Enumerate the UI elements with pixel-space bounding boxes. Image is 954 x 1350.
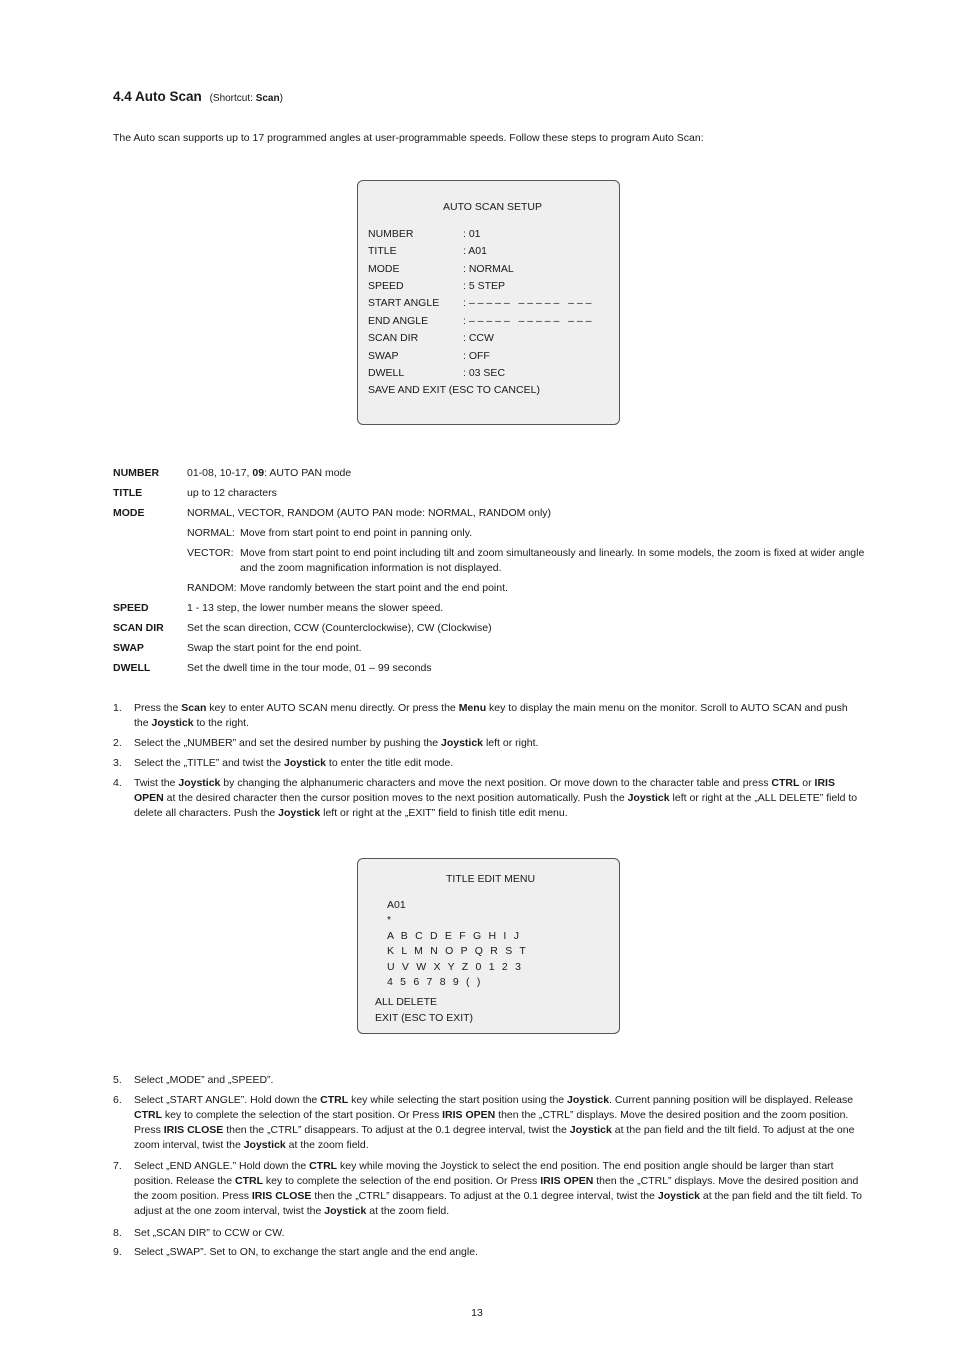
char-table-row: A B C D E F G H I J — [387, 930, 520, 942]
txt: left or right at the „ALL DELETE” field to delete all characters. Push the — [134, 792, 858, 819]
step-text: Select „SWAP”. Set to ON, to exchange the start angle and the end angle. — [134, 1246, 478, 1258]
txt: or — [799, 777, 815, 789]
txt: Press the — [134, 702, 182, 714]
txt: at the pan field and the tilt field. To adjust at the one zoom interval, twist the — [134, 1124, 855, 1151]
key-iris-open: IRIS OPEN — [134, 777, 835, 804]
sub-text: Move randomly between the start point and the end point. — [240, 582, 508, 594]
txt: left or right at the „EXIT” field to finish title edit menu. — [320, 807, 568, 819]
txt: key to complete the selection of the end position. Or Press — [262, 1175, 541, 1187]
txt: key while moving the Joystick to select the end position. The end position angle should be larger than start position. Release the — [134, 1160, 834, 1187]
key-joystick: Joystick — [278, 807, 321, 819]
def-desc-bold: 09 — [252, 467, 265, 479]
char-table-row: U V W X Y Z 0 1 2 3 — [387, 961, 522, 973]
def-term: DWELL — [113, 662, 151, 674]
key-joystick: Joystick — [178, 777, 221, 789]
osd-title: TITLE EDIT MENU — [446, 873, 536, 885]
osd-key: TITLE — [368, 245, 397, 257]
auto-scan-setup-screen — [357, 180, 620, 425]
txt: at the zoom field. — [366, 1205, 450, 1217]
step-text — [134, 1093, 864, 1153]
osd-value: : – – – – – – – – – – – – – — [463, 315, 592, 327]
step-number: 3. — [113, 757, 122, 769]
osd-key: END ANGLE — [368, 315, 429, 327]
def-desc: Set the scan direction, CCW (Counterclockwise), CW (Clockwise) — [187, 622, 492, 634]
osd-key: SCAN DIR — [368, 332, 419, 344]
txt: Select the „TITLE” and twist the — [134, 757, 284, 769]
shortcut-label: (Shortcut: — [209, 93, 256, 104]
key-iris-open: IRIS OPEN — [442, 1109, 496, 1121]
osd-key: SWAP — [368, 350, 399, 362]
osd-key: MODE — [368, 263, 400, 275]
osd-footer: SAVE AND EXIT (ESC TO CANCEL) — [368, 384, 540, 396]
step-text — [134, 776, 864, 821]
key-ctrl: CTRL — [134, 1109, 162, 1121]
key-iris-open: IRIS OPEN — [540, 1175, 594, 1187]
section-number: 4.4 — [113, 89, 132, 104]
section-heading — [113, 89, 283, 106]
osd-value: : CCW — [463, 332, 494, 344]
osd-value: : NORMAL — [463, 263, 514, 275]
key-joystick: Joystick — [569, 1124, 612, 1136]
step-number: 5. — [113, 1074, 122, 1086]
txt: at the desired character then the cursor position moves to the next position automatically. Push the — [163, 792, 628, 804]
key-iris-close: IRIS CLOSE — [251, 1190, 312, 1202]
txt: key to complete the selection of the start position. Or Press — [162, 1109, 443, 1121]
step-number: 2. — [113, 737, 122, 749]
txt: key to display the main menu on the monitor. Scroll to AUTO SCAN and push the — [134, 702, 848, 729]
step-text — [134, 756, 864, 771]
sub-text: Move from start point to end point including tilt and zoom simultaneously and linearly. In some models, the zoom is fixed at wider angle and the zoom magnification information is not displayed. — [240, 547, 865, 574]
key-joystick: Joystick — [627, 792, 670, 804]
def-desc: NORMAL, VECTOR, RANDOM (AUTO PAN mode: NORMAL, RANDOM only) — [187, 507, 552, 519]
osd-key: NUMBER — [368, 228, 414, 240]
key-joystick: Joystick — [243, 1139, 286, 1151]
exit-option: EXIT (ESC TO EXIT) — [375, 1012, 474, 1024]
title-edit-menu-screen — [357, 858, 620, 1034]
osd-key: SPEED — [368, 280, 404, 292]
txt: to the right. — [193, 717, 249, 729]
key-joystick: Joystick — [567, 1094, 610, 1106]
sub-label: VECTOR: — [187, 547, 234, 559]
step-number: 4. — [113, 777, 122, 789]
key-ctrl: CTRL — [309, 1160, 338, 1172]
step-text — [134, 736, 864, 751]
txt: then the „CTRL” displays. Move the desired position and the zoom position. Press — [134, 1109, 849, 1136]
cursor-marker: * — [387, 914, 392, 926]
def-term: SPEED — [113, 602, 149, 614]
def-term: TITLE — [113, 487, 143, 499]
sub-text: Move from start point to end point in panning only. — [240, 527, 473, 539]
def-term: SCAN DIR — [113, 622, 164, 634]
osd-key: START ANGLE — [368, 297, 440, 309]
key-scan: Scan — [181, 702, 207, 714]
osd-value: : – – – – – – – – – – – – – — [463, 297, 592, 309]
txt: then the „CTRL” disappears. To adjust at the 0.1 degree interval, twist the — [311, 1190, 658, 1202]
txt: . Current panning position will be displayed. Release — [609, 1094, 854, 1106]
key-joystick: Joystick — [283, 757, 327, 769]
osd-value: : 5 STEP — [463, 280, 506, 292]
step-number: 9. — [113, 1246, 122, 1258]
def-desc-part: : AUTO PAN mode — [264, 467, 352, 479]
txt: Select „END ANGLE.” Hold down the — [134, 1160, 310, 1172]
shortcut-key: Scan — [255, 93, 280, 104]
txt: to enter the title edit mode. — [326, 757, 454, 769]
key-joystick: Joystick — [324, 1205, 367, 1217]
def-desc: up to 12 characters — [187, 487, 277, 499]
step-text — [134, 701, 864, 731]
def-term: SWAP — [113, 642, 144, 654]
txt: then the „CTRL” displays. Move the desired position and the zoom position. Press — [134, 1175, 859, 1202]
txt: then the „CTRL” disappears. To adjust at the 0.1 degree interval, twist the — [223, 1124, 570, 1136]
key-ctrl: CTRL — [234, 1175, 263, 1187]
key-joystick: Joystick — [151, 717, 194, 729]
txt: Select the „NUMBER” and set the desired number by pushing the — [134, 737, 441, 749]
step-number: 1. — [113, 702, 122, 714]
def-desc: 1 - 13 step, the lower number means the slower speed. — [187, 602, 444, 614]
page-number: 13 — [471, 1307, 483, 1319]
step-text: Set „SCAN DIR” to CCW or CW. — [134, 1227, 285, 1239]
def-desc — [187, 466, 351, 481]
shortcut-close: ) — [279, 93, 283, 104]
txt: Select „START ANGLE”. Hold down the — [134, 1094, 321, 1106]
intro-paragraph: The Auto scan supports up to 17 programmed angles at user-programmable speeds. Follow these steps to program Auto Scan: — [113, 132, 704, 144]
def-desc: Set the dwell time in the tour mode, 01 – 99 seconds — [187, 662, 432, 674]
char-table-row: 4 5 6 7 8 9 ( ) — [387, 976, 481, 988]
step-number: 7. — [113, 1160, 122, 1172]
txt: left or right. — [483, 737, 539, 749]
osd-value: : 01 — [463, 228, 481, 240]
key-joystick: Joystick — [657, 1190, 700, 1202]
txt: by changing the alphanumeric characters and move the next position. Or move down to the character table and press — [220, 777, 772, 789]
key-ctrl: CTRL — [320, 1094, 349, 1106]
step-number: 8. — [113, 1227, 122, 1239]
section-title: Auto Scan — [135, 89, 202, 104]
osd-key: DWELL — [368, 367, 405, 379]
key-menu: Menu — [458, 702, 487, 714]
def-desc-part: 01-08, 10-17, — [187, 467, 253, 479]
txt: key to enter AUTO SCAN menu directly. Or press the — [206, 702, 459, 714]
step-number: 6. — [113, 1094, 122, 1106]
osd-value: : OFF — [463, 350, 490, 362]
step-text: Select „MODE” and „SPEED”. — [134, 1074, 274, 1086]
sub-label: RANDOM: — [187, 582, 237, 594]
txt: key while selecting the start position using the — [348, 1094, 568, 1106]
def-desc: Swap the start point for the end point. — [187, 642, 362, 654]
osd-title: AUTO SCAN SETUP — [443, 201, 542, 213]
shortcut-note — [210, 93, 283, 104]
txt: Twist the — [134, 777, 179, 789]
osd-value: : A01 — [463, 245, 487, 257]
def-term: MODE — [113, 507, 145, 519]
txt: at the zoom field. — [285, 1139, 369, 1151]
txt: at the pan field and the tilt field. To adjust at the one zoom interval, twist the — [134, 1190, 863, 1217]
def-term: NUMBER — [113, 467, 160, 479]
key-iris-close: IRIS CLOSE — [163, 1124, 224, 1136]
char-table-row: K L M N O P Q R S T — [387, 945, 527, 957]
sub-label: NORMAL: — [187, 527, 235, 539]
all-delete-option: ALL DELETE — [375, 996, 438, 1008]
key-joystick: Joystick — [441, 737, 484, 749]
key-ctrl: CTRL — [771, 777, 800, 789]
osd-value: : 03 SEC — [463, 367, 506, 379]
step-text — [134, 1159, 864, 1219]
current-title-value: A01 — [387, 899, 406, 911]
